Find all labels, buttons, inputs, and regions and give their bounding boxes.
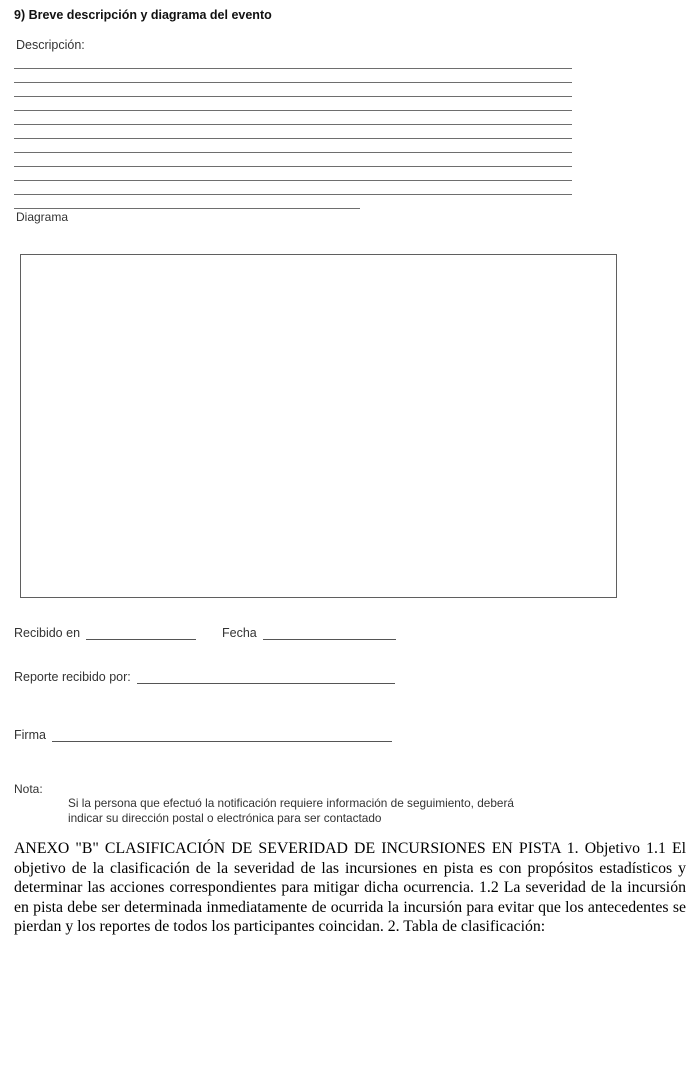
- description-line: [14, 83, 572, 97]
- description-line: [14, 69, 572, 83]
- received-at-label: Recibido en: [14, 626, 81, 640]
- description-line: [14, 167, 572, 181]
- received-row: [14, 626, 396, 640]
- report-received-by-blank: [137, 670, 395, 684]
- description-line: [14, 55, 572, 69]
- note-text: [68, 796, 573, 825]
- report-received-by-label: Reporte recibido por:: [14, 670, 131, 684]
- description-writein-lines: [14, 55, 572, 195]
- description-line: [14, 139, 572, 153]
- signature-blank: [52, 728, 392, 742]
- section-title: 9) Breve descripción y diagrama del evento: [14, 8, 272, 22]
- description-line: [14, 153, 572, 167]
- signature-label: Firma: [14, 728, 46, 742]
- signature-row: [14, 728, 392, 742]
- description-line: [14, 97, 572, 111]
- description-line: [14, 125, 572, 139]
- report-received-by-row: [14, 670, 395, 684]
- date-blank: [263, 626, 396, 640]
- note-label: Nota:: [14, 782, 43, 796]
- diagram-drawing-box: [20, 254, 617, 598]
- description-line-short: [14, 195, 360, 209]
- annex-b-paragraph: ANEXO "B" CLASIFICACIÓN DE SEVERIDAD DE INCURSIONES EN PISTA 1. Objetivo 1.1 El objetivo de la clasificación de la severidad de las incursiones en pista es con propósitos estadísticos y determinar las acciones correspondientes para mitigar dicha ocurrencia. 1.2 La severidad de la incursión en pista debe ser determinada inmediatamente de ocurrida la incursión para evitar que los antecedentes se pierdan y los reportes de todos los participantes coincidan. 2. Tabla de clasificación:: [14, 840, 686, 936]
- note-text-line1: Si la persona que efectuó la notificación requiere información de seguimiento, deberá: [68, 796, 514, 810]
- diagram-label: Diagrama: [16, 210, 69, 224]
- note-text-line2: indicar su dirección postal o electrónica para ser contactado: [68, 810, 382, 825]
- description-line: [14, 181, 572, 195]
- received-at-blank: [86, 626, 196, 640]
- description-label: Descripción:: [16, 38, 85, 52]
- description-line: [14, 111, 572, 125]
- date-label: Fecha: [222, 626, 257, 640]
